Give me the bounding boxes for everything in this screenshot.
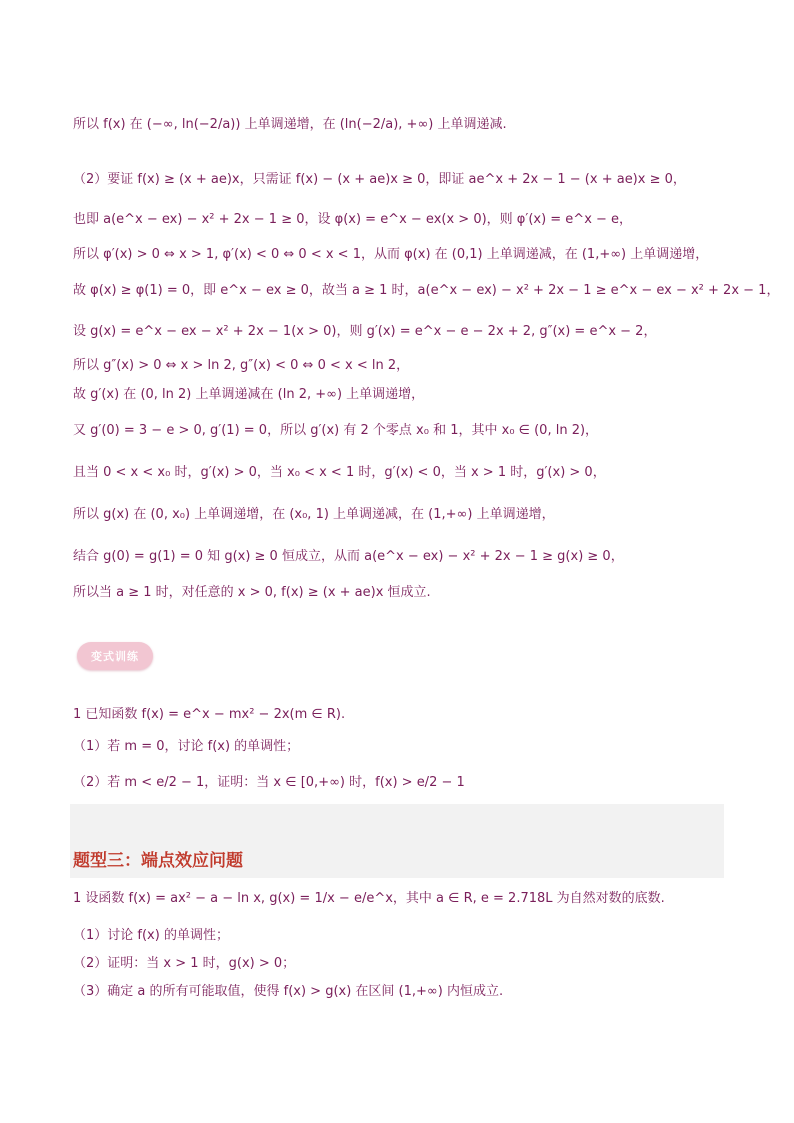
section-heading: 题型三：端点效应问题 bbox=[73, 851, 243, 871]
variant-training-badge bbox=[77, 642, 153, 670]
solution-line-5: 故 φ(x) ≥ φ(1) = 0，即 e^x − ex ≥ 0，故当 a ≥ 1 时，a(e^x − ex) − x² + 2x − 1 ≥ e^x − ex − x² + 2x − 1， bbox=[73, 283, 780, 298]
solution-line-11: 所以 g(x) 在 (0, x₀) 上单调递增，在 (x₀, 1) 上单调递减，在 (1,+∞) 上单调递增， bbox=[73, 507, 555, 522]
solution-line-10: 且当 0 < x < x₀ 时，g′(x) > 0，当 x₀ < x < 1 时，g′(x) < 0，当 x > 1 时，g′(x) > 0， bbox=[73, 465, 606, 480]
solution-line-3: 也即 a(e^x − ex) − x² + 2x − 1 ≥ 0，设 φ(x) = e^x − ex(x > 0)，则 φ′(x) = e^x − e， bbox=[73, 212, 633, 227]
problem-line-1: 1 设函数 f(x) = ax² − a − ln x, g(x) = 1/x − e/e^x，其中 a ∈ R, e = 2.718L 为自然对数的底数. bbox=[73, 891, 665, 906]
solution-line-7: 所以 g″(x) > 0 ⇔ x > ln 2, g″(x) < 0 ⇔ 0 < x < ln 2， bbox=[73, 358, 410, 373]
solution-line-13: 所以当 a ≥ 1 时，对任意的 x > 0, f(x) ≥ (x + ae)x 恒成立. bbox=[73, 585, 431, 600]
problem-line-2: （1）讨论 f(x) 的单调性； bbox=[73, 928, 229, 943]
problem-line-3: （2）证明：当 x > 1 时，g(x) > 0； bbox=[73, 956, 296, 971]
problem-line-4: （3）确定 a 的所有可能取值，使得 f(x) > g(x) 在区间 (1,+∞) 内恒成立. bbox=[73, 984, 504, 999]
solution-line-9: 又 g′(0) = 3 − e > 0, g′(1) = 0，所以 g′(x) 有 2 个零点 x₀ 和 1，其中 x₀ ∈ (0, ln 2)， bbox=[73, 423, 599, 438]
solution-line-1: 所以 f(x) 在 (−∞, ln(−2/a)) 上单调递增，在 (ln(−2/a), +∞) 上单调递减. bbox=[73, 117, 507, 132]
solution-line-12: 结合 g(0) = g(1) = 0 知 g(x) ≥ 0 恒成立，从而 a(e^x − ex) − x² + 2x − 1 ≥ g(x) ≥ 0， bbox=[73, 549, 624, 564]
solution-line-8: 故 g′(x) 在 (0, ln 2) 上单调递减在 (ln 2, +∞) 上单调递增， bbox=[73, 387, 425, 402]
solution-line-4: 所以 φ′(x) > 0 ⇔ x > 1, φ′(x) < 0 ⇔ 0 < x < 1，从而 φ(x) 在 (0,1) 上单调递减，在 (1,+∞) 上单调递增， bbox=[73, 247, 709, 262]
exercise-line-1: 1 已知函数 f(x) = e^x − mx² − 2x(m ∈ R). bbox=[73, 707, 346, 722]
badge-label: 变式训练 bbox=[91, 650, 139, 663]
solution-line-2: （2）要证 f(x) ≥ (x + ae)x，只需证 f(x) − (x + ae)x ≥ 0，即证 ae^x + 2x − 1 − (x + ae)x ≥ 0， bbox=[73, 172, 686, 187]
exercise-line-3: （2）若 m < e/2 − 1，证明：当 x ∈ [0,+∞) 时，f(x) > e/2 − 1 bbox=[73, 775, 465, 790]
exercise-line-2: （1）若 m = 0，讨论 f(x) 的单调性； bbox=[73, 739, 300, 754]
solution-line-6: 设 g(x) = e^x − ex − x² + 2x − 1(x > 0)，则 g′(x) = e^x − e − 2x + 2, g″(x) = e^x − 2， bbox=[73, 324, 657, 339]
